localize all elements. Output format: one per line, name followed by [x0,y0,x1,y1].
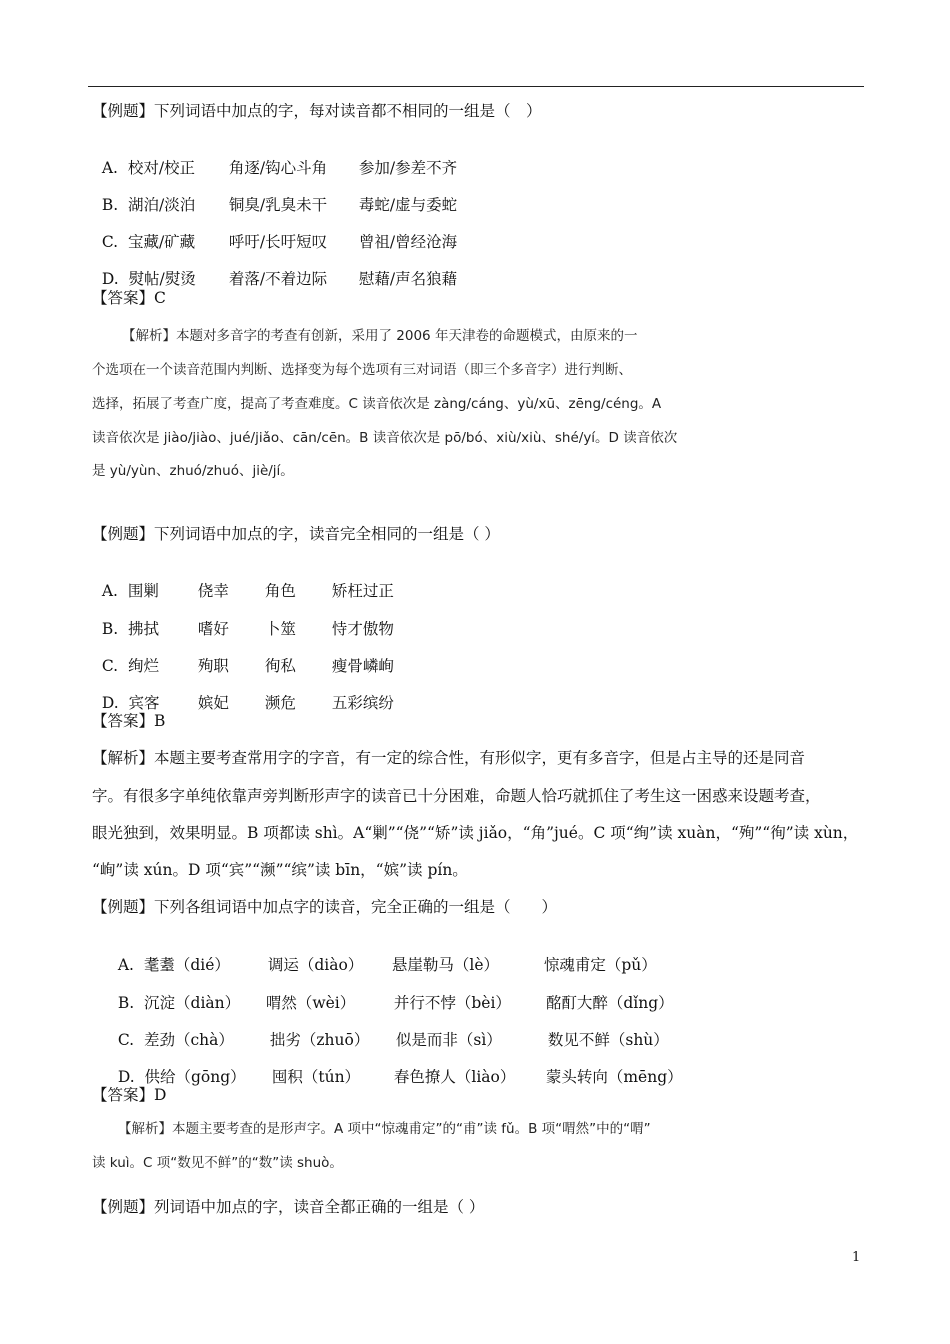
q1-option-b-2: 铜臭/乳臭未干 [228,196,328,214]
q1-option-b [92,175,457,215]
q1-option-d-3: 慰藉/声名狼藉 [358,270,458,288]
q2-option-c-2: 殉职 [197,657,229,675]
q1-option-a-1: A. 校对/校正 [101,159,196,177]
q1-analysis-line-4: 读音依次是 jiào/jiào、jué/jiǎo、cān/cēn。B 读音依次是 pō/bó、xiù/xiù、shé/yí。D 读音依次 [92,430,678,446]
q1-analysis-line-2: 个选项在一个读音范围内判断、选择变为每个选项有三对词语（即三个多音字）进行判断、 [92,362,632,378]
q3-option-c-3: 似是而非（sì） [395,1031,502,1049]
q1-analysis-line-1: 【解析】本题对多音字的考查有创新，采用了 2006 年天津卷的命题模式，由原来的一 [122,328,638,344]
q3-option-b-4: 酩酊大醉（dǐng） [545,994,674,1012]
q3-option-b-2: 喟然（wèi） [265,994,356,1012]
q3-option-d-3: 春色撩人（liào） [393,1068,516,1086]
q1-stem: 【例题】下列词语中加点的字，每对读音都不相同的一组是（ ） [92,102,542,120]
q3-option-c-4: 数见不鲜（shù） [547,1031,669,1049]
q3-option-a-3: 悬崖勒马（lè） [391,956,499,974]
q2-option-b-3: 卜筮 [264,620,296,638]
q3-option-b-3: 并行不悖（bèi） [393,994,511,1012]
q3-option-c [108,1010,669,1050]
q2-option-c-4: 瘦骨嶙峋 [331,657,394,675]
q2-option-d [92,673,394,713]
q1-option-b-1: B. 湖泊/淡泊 [101,196,196,214]
q2-option-b-1: B. 拂拭 [101,620,160,638]
q2-option-c-3: 徇私 [264,657,296,675]
q2-option-a-2: 侥幸 [197,582,229,600]
q3-stem: 【例题】下列各组词语中加点字的读音，完全正确的一组是（ ） [92,898,558,916]
q1-option-d-1: D. 熨帖/熨烫 [101,270,196,288]
q3-option-c-2: 拙劣（zhuō） [269,1031,370,1049]
q1-analysis-line-3: 选择，拓展了考查广度，提高了考查难度。C 读音依次是 zàng/cáng、yù/xū、zēng/céng。A [92,396,662,412]
q2-analysis-line-1: 【解析】本题主要考查常用字的字音，有一定的综合性，有形似字，更有多音字，但是占主导的还是同音 [92,749,806,767]
q3-option-b-1: B. 沉淀（diàn） [117,994,241,1012]
q2-analysis-line-4: “峋”读 xún。D 项“宾”“濒”“缤”读 bīn，“嫔”读 pín。 [92,861,468,879]
q2-option-a-4: 矫枉过正 [331,582,394,600]
q3-option-d-1: D. 供给（gōng） [117,1068,246,1086]
q3-analysis-line-1: 【解析】本题主要考查的是形声字。A 项中“惊魂甫定”的“甫”读 fǔ。B 项“喟然”中的“喟” [118,1121,651,1137]
header-rule [88,86,864,87]
q2-option-d-1: D. 宾客 [101,694,160,712]
q1-answer: 【答案】C [92,289,166,307]
q3-analysis-line-2: 读 kuì。C 项“数见不鲜”的“数”读 shuò。 [92,1155,343,1171]
q2-option-a-1: A. 围剿 [101,582,159,600]
q2-option-d-2: 嫔妃 [197,694,229,712]
q2-option-a [92,561,394,601]
q1-option-d-2: 着落/不着边际 [228,270,328,288]
q1-option-a-2: 角逐/钩心斗角 [228,159,328,177]
q1-option-c [92,212,457,252]
q3-option-a-2: 调运（diào） [267,956,364,974]
q3-option-d-4: 蒙头转向（mēng） [545,1068,683,1086]
q3-option-b [108,973,674,1013]
q1-option-a [92,138,457,178]
q3-option-a-4: 惊魂甫定（pǔ） [543,956,657,974]
q2-option-b [92,599,394,639]
q2-analysis-line-3: 眼光独到，效果明显。B 项都读 shì。A“剿”“侥”“矫”读 jiǎo，“角”jué。C 项“绚”读 xuàn，“殉”“徇”读 xùn， [92,824,859,842]
q1-option-b-3: 毒蛇/虚与委蛇 [358,196,458,214]
q1-option-c-2: 呼吁/长吁短叹 [228,233,328,251]
q3-option-d [108,1047,683,1087]
q4-stem: 【例题】列词语中加点的字，读音全都正确的一组是（ ） [92,1198,485,1216]
q2-answer: 【答案】B [92,712,166,730]
q3-answer: 【答案】D [92,1086,167,1104]
q2-option-a-3: 角色 [264,582,296,600]
q1-option-d [92,249,457,289]
q2-analysis-line-2: 字。有很多字单纯依靠声旁判断形声字的读音已十分困难，命题人恰巧就抓住了考生这一困惑来设题考查， [92,787,821,805]
q1-analysis-line-5: 是 yù/yùn、zhuó/zhuó、jiè/jí。 [92,463,294,479]
page-number: 1 [852,1250,861,1265]
q1-option-c-3: 曾祖/曾经沧海 [358,233,458,251]
q2-option-d-4: 五彩缤纷 [331,694,394,712]
q1-option-a-3: 参加/参差不齐 [358,159,458,177]
q2-option-c [92,636,394,676]
q3-option-d-2: 囤积（tún） [271,1068,361,1086]
q2-option-d-3: 濒危 [264,694,296,712]
q2-option-b-2: 嗜好 [197,620,229,638]
q3-option-a [108,935,657,975]
q3-option-a-1: A. 耄耋（dié） [117,956,230,974]
q2-stem: 【例题】下列词语中加点的字，读音完全相同的一组是（ ） [92,525,500,543]
q2-option-c-1: C. 绚烂 [101,657,159,675]
q2-option-b-4: 恃才傲物 [331,620,394,638]
q3-option-c-1: C. 差劲（chà） [117,1031,234,1049]
q1-option-c-1: C. 宝藏/矿藏 [101,233,196,251]
